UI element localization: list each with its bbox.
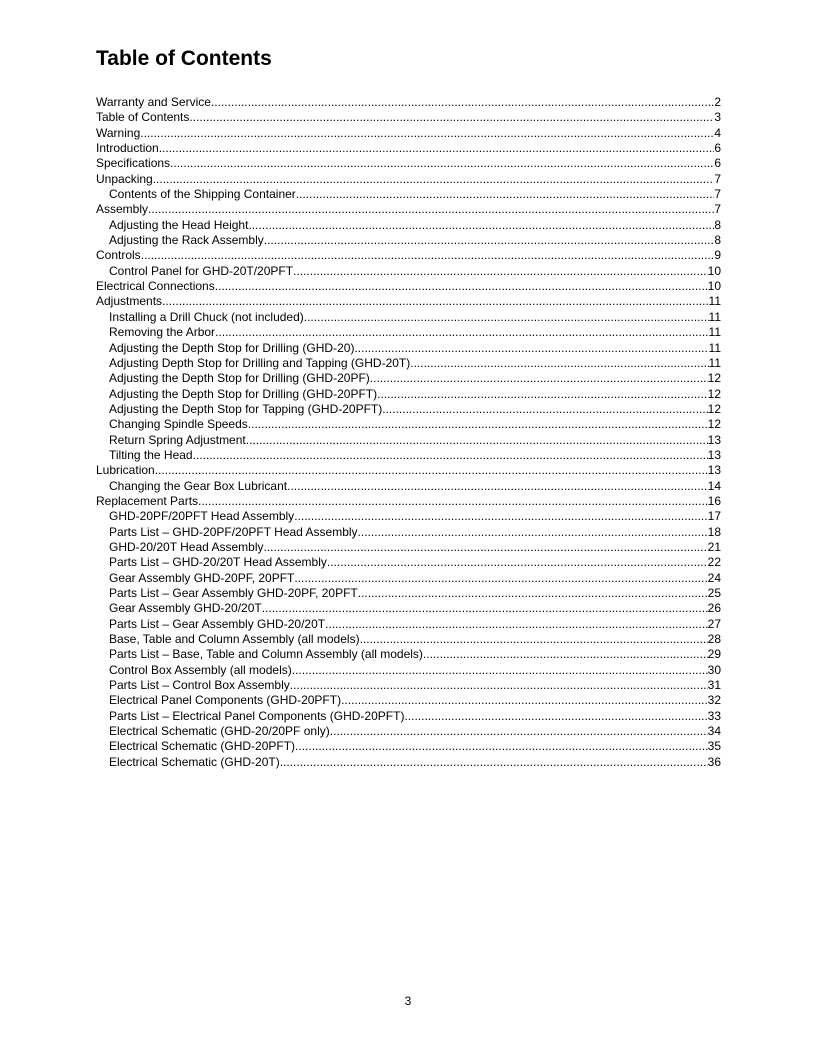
toc-entry-label: Electrical Connections xyxy=(96,279,215,294)
toc-entry-page: 31 xyxy=(707,678,721,693)
toc-entry-label: Return Spring Adjustment xyxy=(109,432,246,447)
toc-entry-page: 36 xyxy=(707,754,721,769)
toc-entry-label: Gear Assembly GHD-20/20T xyxy=(109,601,262,616)
toc-entry xyxy=(96,95,721,110)
toc-entry-page: 21 xyxy=(707,539,721,554)
toc-entry xyxy=(96,218,721,233)
toc-entry xyxy=(96,402,721,417)
toc-entry-label: GHD-20/20T Head Assembly xyxy=(109,539,264,554)
toc-entry-label: Adjusting the Depth Stop for Drilling (GHD-20PFT) xyxy=(109,386,378,401)
toc-entry-label: Electrical Schematic (GHD-20/20PF only) xyxy=(109,724,330,739)
toc-entry xyxy=(96,617,721,632)
toc-entry-label: Lubrication xyxy=(96,463,155,478)
toc-entry-page: 25 xyxy=(707,586,721,600)
toc-entry xyxy=(96,693,721,708)
toc-entry-page: 6 xyxy=(714,141,721,156)
toc-leader-dots xyxy=(148,202,714,217)
toc-entry-page: 3 xyxy=(714,110,721,125)
toc-entry-label: Parts List – Gear Assembly GHD-20/20T xyxy=(109,616,326,631)
toc-entry xyxy=(96,387,721,402)
toc-entry-page: 13 xyxy=(707,463,721,478)
toc-leader-dots xyxy=(382,402,707,417)
toc-leader-dots xyxy=(170,156,714,171)
toc-entry-page: 35 xyxy=(707,739,721,754)
toc-entry-page: 27 xyxy=(707,616,721,631)
toc-entry-page: 29 xyxy=(707,647,721,662)
toc-entry xyxy=(96,279,721,294)
toc-entry xyxy=(96,479,721,494)
toc-entry xyxy=(96,663,721,678)
toc-entry xyxy=(96,172,721,187)
toc-entry-label: Adjusting the Depth Stop for Tapping (GHD-20PFT) xyxy=(109,401,383,416)
toc-entry-page: 30 xyxy=(707,662,721,677)
toc-entry-label: Parts List – GHD-20/20T Head Assembly xyxy=(109,555,327,570)
toc-entry-label: Unpacking xyxy=(96,171,153,186)
toc-entry-page: 13 xyxy=(707,432,721,447)
toc-entry-page: 33 xyxy=(707,708,721,723)
toc-entry-label: Adjusting the Depth Stop for Drilling (GHD-20) xyxy=(109,340,355,355)
toc-entry xyxy=(96,264,721,279)
toc-entry-label: Replacement Parts xyxy=(96,493,199,508)
toc-leader-dots xyxy=(404,709,707,724)
toc-entry xyxy=(96,417,721,432)
toc-entry-page: 11 xyxy=(708,294,721,309)
toc-leader-dots xyxy=(264,233,715,248)
toc-entry xyxy=(96,233,721,248)
toc-entry xyxy=(96,724,721,739)
toc-entry xyxy=(96,341,721,356)
toc-entry xyxy=(96,448,721,463)
toc-entry xyxy=(96,463,721,478)
toc-entry xyxy=(96,678,721,693)
toc-entry-label: Base, Table and Column Assembly (all models) xyxy=(109,632,360,647)
toc-leader-dots xyxy=(370,371,708,386)
toc-entry-page: 10 xyxy=(707,263,721,278)
toc-leader-dots xyxy=(304,310,709,325)
toc-entry-page: 8 xyxy=(714,217,721,232)
toc-entry xyxy=(96,310,721,325)
toc-entry-label: Warranty and Service xyxy=(96,95,211,109)
toc-leader-dots xyxy=(189,110,714,125)
toc-entry-label: Table of Contents xyxy=(96,110,190,125)
toc-leader-dots xyxy=(354,341,708,356)
toc-leader-dots xyxy=(262,601,708,616)
toc-entry xyxy=(96,601,721,616)
toc-entry-page: 12 xyxy=(707,417,721,432)
toc-entry-label: Electrical Schematic (GHD-20PFT) xyxy=(109,739,296,754)
toc-entry-page: 11 xyxy=(708,340,721,355)
toc-entry-label: Introduction xyxy=(96,141,159,156)
toc-entry-label: Parts List – Base, Table and Column Assembly (all models) xyxy=(109,647,423,662)
toc-entry xyxy=(96,248,721,263)
toc-entry-label: Changing the Gear Box Lubricant xyxy=(109,478,288,493)
toc-leader-dots xyxy=(248,417,708,432)
toc-entry xyxy=(96,325,721,340)
toc-entry-label: Parts List – GHD-20PF/20PFT Head Assembly xyxy=(109,524,358,539)
toc-entry xyxy=(96,126,721,141)
toc-entry-page: 12 xyxy=(707,371,721,386)
toc-entry-label: Parts List – Control Box Assembly xyxy=(109,678,290,693)
toc-entry-label: Parts List – Electrical Panel Components (GHD-20PFT) xyxy=(109,708,405,723)
toc-leader-dots xyxy=(410,356,708,371)
toc-entry-label: Removing the Arbor xyxy=(109,325,216,340)
toc-entry-page: 12 xyxy=(707,401,721,416)
toc-entry-label: Adjusting Depth Stop for Drilling and Tapping (GHD-20T) xyxy=(109,355,411,370)
toc-entry xyxy=(96,156,721,171)
toc-leader-dots xyxy=(141,248,715,263)
toc-leader-dots xyxy=(296,187,715,202)
toc-entry xyxy=(96,540,721,555)
toc-leader-dots xyxy=(294,509,707,524)
toc-entry-page: 11 xyxy=(708,325,721,340)
toc-entry xyxy=(96,294,721,309)
toc-entry-page: 11 xyxy=(708,309,721,324)
toc-leader-dots xyxy=(211,95,714,110)
toc-entry-label: Assembly xyxy=(96,202,149,217)
toc-entry xyxy=(96,586,721,601)
toc-entry-label: Installing a Drill Chuck (not included) xyxy=(109,309,304,324)
toc-entry-page: 13 xyxy=(707,447,721,462)
toc-entry-page: 11 xyxy=(708,355,721,370)
toc-entry-page: 12 xyxy=(707,386,721,401)
toc-entry-page: 6 xyxy=(714,156,721,171)
toc-entry xyxy=(96,555,721,570)
toc-leader-dots xyxy=(162,294,709,309)
toc-entry-page: 14 xyxy=(707,478,721,493)
toc-leader-dots xyxy=(292,663,708,678)
toc-entry xyxy=(96,202,721,217)
toc-entry-label: Specifications xyxy=(96,156,171,171)
toc-leader-dots xyxy=(360,632,708,647)
toc-leader-dots xyxy=(159,141,715,156)
toc-entry-label: Electrical Schematic (GHD-20T) xyxy=(109,754,280,769)
table-of-contents xyxy=(96,95,721,770)
toc-entry-label: Adjusting the Depth Stop for Drilling (GHD-20PF) xyxy=(109,371,370,386)
toc-leader-dots xyxy=(198,494,708,509)
toc-leader-dots xyxy=(215,325,708,340)
toc-leader-dots xyxy=(341,693,708,708)
toc-entry-page: 10 xyxy=(707,279,721,294)
toc-leader-dots xyxy=(248,218,714,233)
toc-leader-dots xyxy=(293,264,708,279)
toc-entry-label: Adjusting the Head Height xyxy=(109,217,249,232)
toc-leader-dots xyxy=(193,448,708,463)
toc-entry-page: 7 xyxy=(714,187,721,202)
toc-entry-label: Tilting the Head xyxy=(109,447,193,462)
toc-entry xyxy=(96,509,721,524)
toc-leader-dots xyxy=(290,678,708,693)
toc-entry xyxy=(96,755,721,770)
toc-leader-dots xyxy=(358,525,708,540)
toc-entry-page: 16 xyxy=(707,493,721,508)
page-title: Table of Contents xyxy=(96,47,272,70)
toc-entry xyxy=(96,110,721,125)
toc-entry xyxy=(96,187,721,202)
toc-entry-page: 4 xyxy=(714,125,721,140)
toc-leader-dots xyxy=(153,172,715,187)
toc-entry-label: Parts List – Gear Assembly GHD-20PF, 20PFT xyxy=(109,586,358,600)
toc-leader-dots xyxy=(155,463,708,478)
toc-entry-label: Electrical Panel Components (GHD-20PFT) xyxy=(109,693,342,708)
toc-entry-label: Changing Spindle Speeds xyxy=(109,417,248,432)
toc-entry xyxy=(96,571,721,586)
toc-leader-dots xyxy=(215,279,708,294)
toc-entry xyxy=(96,525,721,540)
toc-entry-page: 7 xyxy=(714,202,721,217)
toc-entry-page: 28 xyxy=(707,632,721,647)
toc-entry-label: Adjustments xyxy=(96,294,163,309)
toc-entry-label: Control Box Assembly (all models) xyxy=(109,662,292,677)
toc-entry-label: Gear Assembly GHD-20PF, 20PFT xyxy=(109,570,295,585)
toc-entry xyxy=(96,356,721,371)
toc-entry xyxy=(96,632,721,647)
toc-entry-label: GHD-20PF/20PFT Head Assembly xyxy=(109,509,295,524)
toc-entry-page: 17 xyxy=(707,509,721,524)
toc-entry xyxy=(96,371,721,386)
toc-entry-page: 22 xyxy=(707,555,721,570)
toc-entry-page: 2 xyxy=(714,95,721,109)
toc-leader-dots xyxy=(358,586,708,601)
toc-leader-dots xyxy=(287,479,708,494)
toc-entry xyxy=(96,739,721,754)
toc-leader-dots xyxy=(377,387,708,402)
toc-entry-label: Control Panel for GHD-20T/20PFT xyxy=(109,263,294,278)
toc-leader-dots xyxy=(325,617,708,632)
toc-entry-page: 8 xyxy=(714,233,721,248)
toc-leader-dots xyxy=(330,724,708,739)
toc-leader-dots xyxy=(423,647,708,662)
page-number: 3 xyxy=(404,994,412,1008)
toc-entry-label: Controls xyxy=(96,248,141,263)
toc-leader-dots xyxy=(294,571,707,586)
toc-entry-page: 7 xyxy=(714,171,721,186)
toc-entry-label: Adjusting the Rack Assembly xyxy=(109,233,264,248)
toc-entry-page: 34 xyxy=(707,724,721,739)
toc-entry-page: 9 xyxy=(714,248,721,263)
toc-entry-page: 24 xyxy=(707,570,721,585)
toc-leader-dots xyxy=(246,433,708,448)
toc-entry-page: 32 xyxy=(707,693,721,708)
toc-entry-page: 18 xyxy=(707,524,721,539)
toc-leader-dots xyxy=(264,540,708,555)
toc-entry xyxy=(96,494,721,509)
toc-leader-dots xyxy=(295,739,708,754)
toc-entry xyxy=(96,433,721,448)
toc-entry-page: 26 xyxy=(707,601,721,616)
toc-entry xyxy=(96,709,721,724)
toc-entry-label: Contents of the Shipping Container xyxy=(109,187,296,202)
toc-entry xyxy=(96,141,721,156)
toc-entry-label: Warning xyxy=(96,125,141,140)
toc-leader-dots xyxy=(140,126,714,141)
toc-leader-dots xyxy=(280,755,708,770)
toc-entry xyxy=(96,647,721,662)
toc-leader-dots xyxy=(327,555,708,570)
